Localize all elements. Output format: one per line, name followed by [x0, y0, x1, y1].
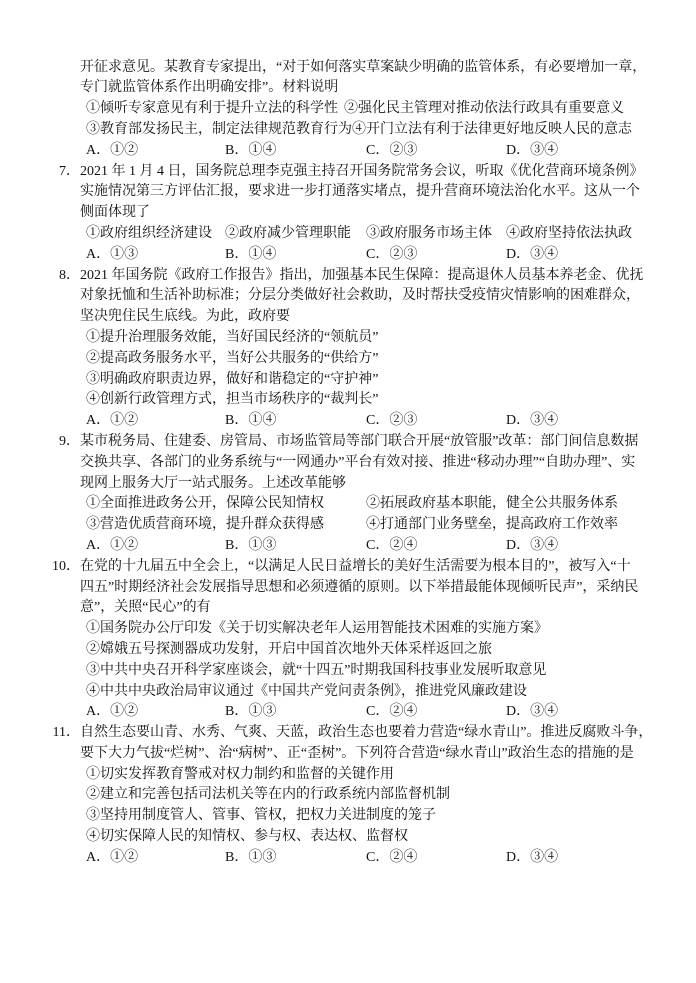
stem-text: 2021 年 1 月 4 日，国务院总理李克强主持召开国务院常务会议，听取《优化营商环境条例》: [80, 163, 644, 179]
choice-b: B．①④: [225, 142, 277, 158]
option-2: ②政府减少管理职能: [225, 225, 351, 241]
option-4: ④开门立法有利于法律更好地反映人民的意志: [352, 121, 632, 137]
question-stem-line: [0, 432, 696, 453]
stem-text: 对象抚恤和生活补助标准；分层分类做好社会救助，及时帮扶受疫情灾情影响的困难群众，: [80, 288, 640, 304]
stem-text: 专门就监管体系作出明确安排”。材料说明: [80, 80, 339, 96]
choice-c: C．②④: [366, 537, 418, 553]
choice-d: D．③④: [506, 849, 559, 865]
question-stem-line: [0, 78, 696, 99]
option-2: ②嫦娥五号探测器成功发射，开启中国首次地外天体采样返回之旅: [86, 641, 492, 657]
question-stem-line: [0, 266, 696, 287]
option-1: ①全面推进政务公开，保障公民知情权: [86, 496, 324, 512]
question-stem-line: [0, 474, 696, 495]
question-stem-line: [0, 162, 696, 183]
stem-text: 2021 年国务院《政府工作报告》指出，加强基本民生保障：提高退休人员基本养老金、优抚: [80, 267, 644, 283]
stem-text: 交换共享、各部门的业务系统与“一网通办”平台有效对接、推进“移动办理”“自助办理”、实: [80, 454, 636, 470]
question-stem-line: [0, 598, 696, 619]
question-10: [0, 557, 696, 723]
option-4: ④中共中央政治局审议通过《中国共产党问责条例》，推进党风廉政建设: [86, 683, 527, 699]
choice-c: C．②③: [366, 413, 418, 429]
stem-text: 坚决兜住民生底线。为此，政府要: [80, 309, 290, 325]
question-stem-line: [0, 286, 696, 307]
stem-text: 现网上服务大厅一站式服务。上述改革能够: [80, 475, 346, 491]
option-2: ②建立和完善包括司法机关等在内的行政系统内部监督机制: [86, 787, 450, 803]
question-stem-line: [0, 744, 696, 765]
option-2: ②强化民主管理对推动依法行政具有重要意义: [344, 101, 624, 117]
option-3: ③政府服务市场主体: [366, 225, 492, 241]
answer-choices-row: [0, 702, 696, 723]
question-stem-line: [0, 203, 696, 224]
stem-text: 实施情况第三方评估汇报，要求进一步打通落实堵点，提升营商环境法治化水平。这从一个: [80, 184, 640, 200]
exam-content: [0, 58, 696, 869]
answer-choices-row: [0, 536, 696, 557]
option-1: ①提升治理服务效能，当好国民经济的“领航员”: [86, 329, 379, 345]
choice-a: A．①②: [86, 537, 139, 553]
question-number: 9．: [59, 433, 80, 449]
stem-text: 自然生态要山青、水秀、气爽、天蓝，政治生态也要着力营造“绿水青山”。推进反腐败斗争，: [80, 725, 653, 741]
question-11: [0, 723, 696, 869]
stem-text: 四五”时期经济社会发展指导思想和必须遵循的原则。以下举措最能体现倾听民声”，采纳民: [80, 579, 639, 595]
option-4: ④切实保障人民的知情权、参与权、表达权、监督权: [86, 829, 408, 845]
question-stem-line: [0, 723, 696, 744]
choice-b: B．①③: [225, 704, 277, 720]
option-row: [0, 515, 696, 536]
option-row: [0, 99, 696, 120]
question-stem-line: [0, 182, 696, 203]
choice-b: B．①③: [225, 849, 277, 865]
option-1: ①国务院办公厅印发《关于切实解决老年人运用智能技术困难的实施方案》: [86, 621, 548, 637]
option-row: [0, 120, 696, 141]
stem-text: 某市税务局、住建委、房管局、市场监管局等部门联合开展“放管服”改革：部门间信息数据: [80, 433, 639, 449]
question-9: [0, 432, 696, 557]
option-4: ④打通部门业务壁垒，提高政府工作效率: [366, 517, 618, 533]
option-4: ④创新行政管理方式，担当市场秩序的“裁判长”: [86, 392, 379, 408]
option-4: ④政府坚持依法执政: [506, 225, 632, 241]
choice-c: C．②④: [366, 704, 418, 720]
option-3: ③中共中央召开科学家座谈会，就“十四五”时期我国科技事业发展听取意见: [86, 662, 547, 678]
choice-d: D．③④: [506, 246, 559, 262]
stem-text: 要下大力气拔“烂树”、治“病树”、正“歪树”。下列符合营造“绿水青山”政治生态的措施的是: [80, 745, 634, 761]
option-2: ②拓展政府基本职能，健全公共服务体系: [366, 496, 618, 512]
choice-a: A．①②: [86, 849, 139, 865]
question-stem-line: [0, 58, 696, 79]
choice-c: C．②④: [366, 849, 418, 865]
choice-d: D．③④: [506, 704, 559, 720]
option-3: ③营造优质营商环境，提升群众获得感: [86, 517, 324, 533]
question-number: 7．: [59, 163, 80, 179]
stem-text: 开征求意见。某教育专家提出，“对于如何落实草案缺少明确的监管体系，有必要增加一章，: [80, 59, 647, 75]
question-6-continued: [0, 58, 696, 162]
answer-choices-row: [0, 411, 696, 432]
choice-a: A．①③: [86, 246, 139, 262]
question-number: 10．: [52, 558, 80, 574]
choice-b: B．①④: [225, 246, 277, 262]
question-stem-line: [0, 307, 696, 328]
choice-b: B．①④: [225, 413, 277, 429]
option-3: ③坚持用制度管人、管事、管权，把权力关进制度的笼子: [86, 808, 436, 824]
option-1: ①倾听专家意见有利于提升立法的科学性: [86, 101, 338, 117]
choice-a: A．①②: [86, 413, 139, 429]
question-number: 11．: [52, 725, 80, 741]
option-1: ①政府组织经济建设: [86, 225, 212, 241]
question-8: [0, 266, 696, 432]
choice-a: A．①②: [86, 142, 139, 158]
choice-c: C．②③: [366, 142, 418, 158]
answer-choices-row: [0, 141, 696, 162]
choice-b: B．①③: [225, 537, 277, 553]
option-1: ①切实发挥教育警戒对权力制约和监督的关键作用: [86, 766, 394, 782]
choice-a: A．①②: [86, 704, 139, 720]
choice-c: C．②③: [366, 246, 418, 262]
choice-d: D．③④: [506, 142, 559, 158]
question-stem-line: [0, 557, 696, 578]
option-row: [0, 224, 696, 245]
question-stem-line: [0, 453, 696, 474]
option-3: ③教育部发扬民主，制定法律规范教育行为: [86, 121, 352, 137]
question-7: [0, 162, 696, 266]
stem-text: 侧面体现了: [80, 205, 150, 221]
question-stem-line: [0, 578, 696, 599]
stem-text: 意”，关照“民心”的有: [80, 600, 211, 616]
question-number: 8．: [59, 267, 80, 283]
choice-d: D．③④: [506, 413, 559, 429]
option-2: ②提高政务服务水平，当好公共服务的“供给方”: [86, 350, 379, 366]
option-row: [0, 494, 696, 515]
option-3: ③明确政府职责边界，做好和谐稳定的“守护神”: [86, 371, 379, 387]
choice-d: D．③④: [506, 537, 559, 553]
stem-text: 在党的十九届五中全会上，“以满足人民日益增长的美好生活需要为根本目的”，被写入“十: [80, 558, 631, 574]
answer-choices-row: [0, 848, 696, 869]
answer-choices-row: [0, 245, 696, 266]
